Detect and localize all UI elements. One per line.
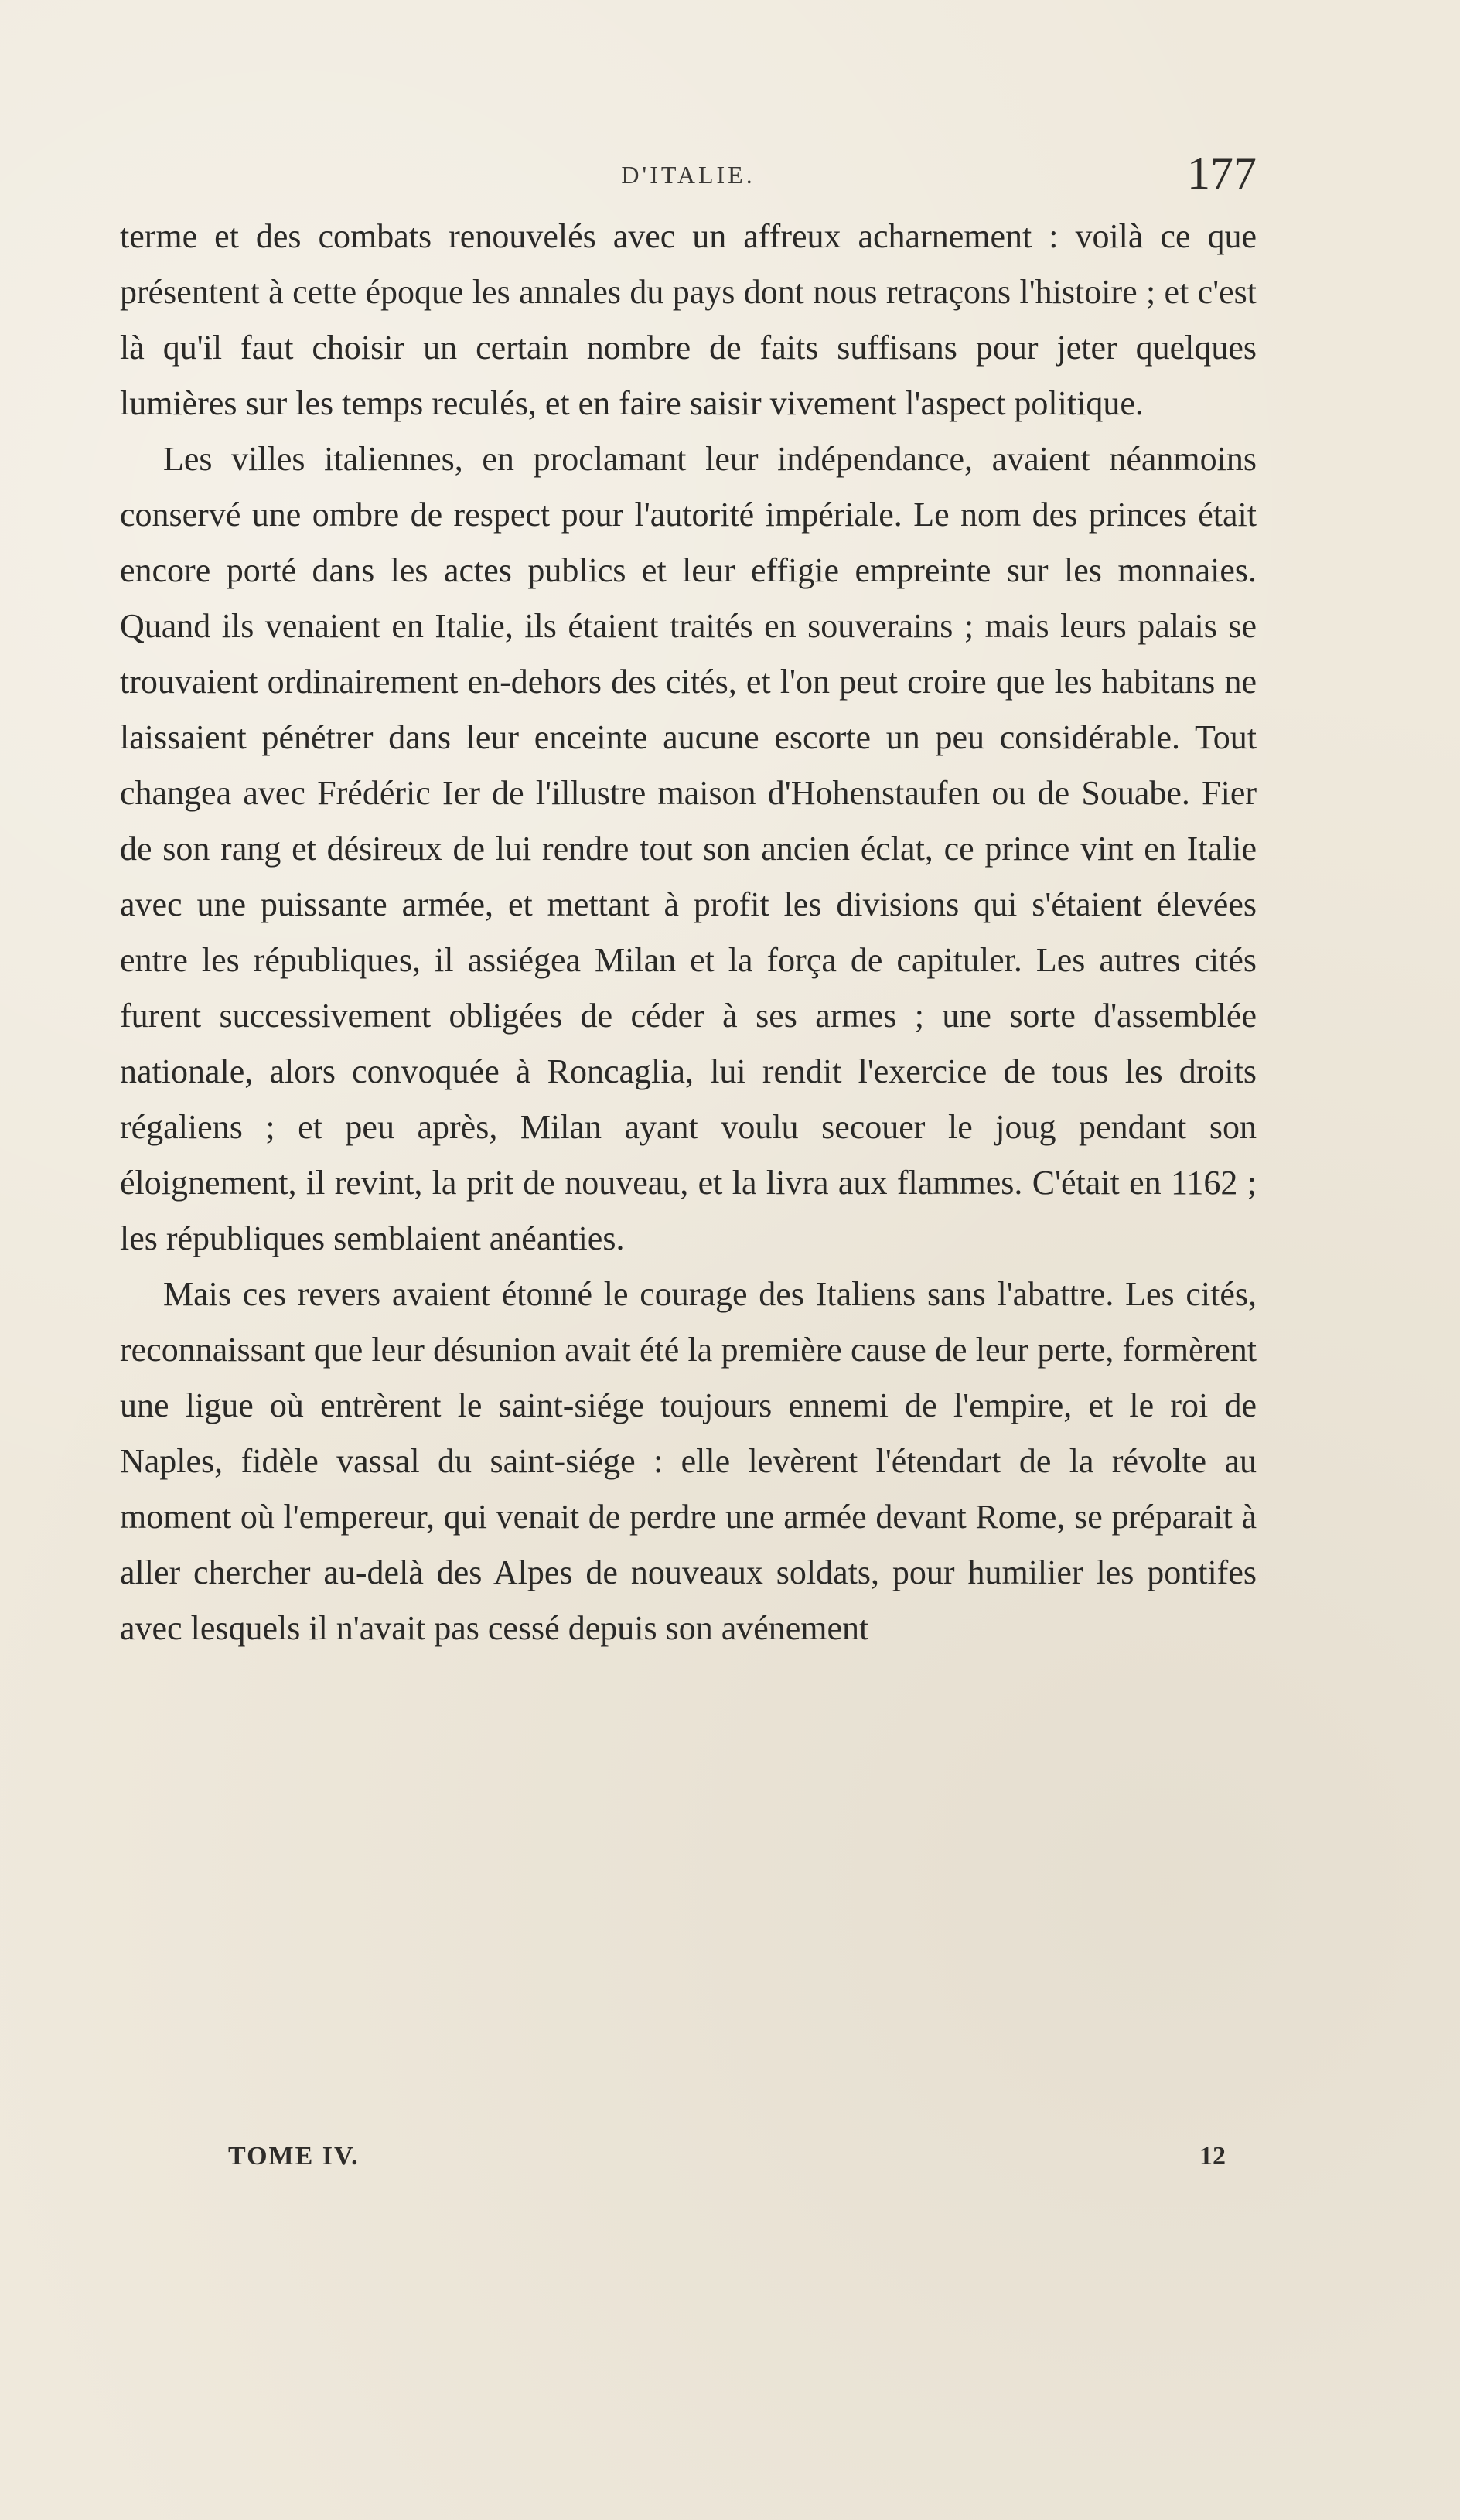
body-text xyxy=(120,209,1257,2111)
page-number: 177 xyxy=(1187,148,1257,199)
page-header xyxy=(120,147,1257,217)
paragraph-3: Mais ces revers avaient étonné le courage des Italiens sans l'abattre. Les cités, reconnaissant que leur désunion avait été la première cause de leur perte, formèrent une ligue où entrèrent le saint-siége toujours ennemi de l'empire, et le roi de Naples, fidèle vassal du saint-siége : elle levèrent l'étendart de la révolte au moment où l'empereur, qui venait de perdre une armée devant Rome, se préparait à aller chercher au-delà des Alpes de nouveaux soldats, pour humilier les pontifes avec lesquels il n'avait pas cessé depuis son avénement xyxy=(120,1275,1257,1647)
paragraph-2: Les villes italiennes, en proclamant leur indépendance, avaient néanmoins conservé une ombre de respect pour l'autorité impériale. Le nom des princes était encore porté dans les actes publics et leur effigie empreinte sur les monnaies. Quand ils venaient en Italie, ils étaient traités en souverains ; mais leurs palais se trouvaient ordinairement en-dehors des cités, et l'on peut croire que les habitans ne laissaient pénétrer dans leur enceinte aucune escorte un peu considérable. Tout changea avec Frédéric Ier de l'illustre maison d'Hohenstaufen ou de Souabe. Fier de son rang et désireux de lui rendre tout son ancien éclat, ce prince vint en Italie avec une puissante armée, et mettant à profit les divisions qui s'étaient élevées entre les républiques, il assiégea Milan et la força de capituler. Les autres cités furent successivement obligées de céder à ses armes ; une sorte d'assemblée nationale, alors convoquée à Roncaglia, lui rendit l'exercice de tous les droits régaliens ; et peu après, Milan ayant voulu secouer le joug pendant son éloignement, il revint, la prit de nouveau, et la livra aux flammes. C'était en 1162 ; les républiques semblaient anéanties. xyxy=(120,440,1257,1257)
tome-label: TOME IV. xyxy=(228,2142,360,2170)
page-footer xyxy=(120,2134,1257,2188)
paragraph-1: terme et des combats renouvelés avec un affreux acharnement : voilà ce que présentent à cette époque les annales du pays dont nous retraçons l'histoire ; et c'est là qu'il faut choisir un certain nombre de faits suffisans pour jeter quelques lumières sur les temps reculés, et en faire saisir vivement l'aspect politique. xyxy=(120,217,1257,422)
running-title: D'ITALIE. xyxy=(621,161,756,189)
signature-mark: 12 xyxy=(1199,2142,1226,2170)
